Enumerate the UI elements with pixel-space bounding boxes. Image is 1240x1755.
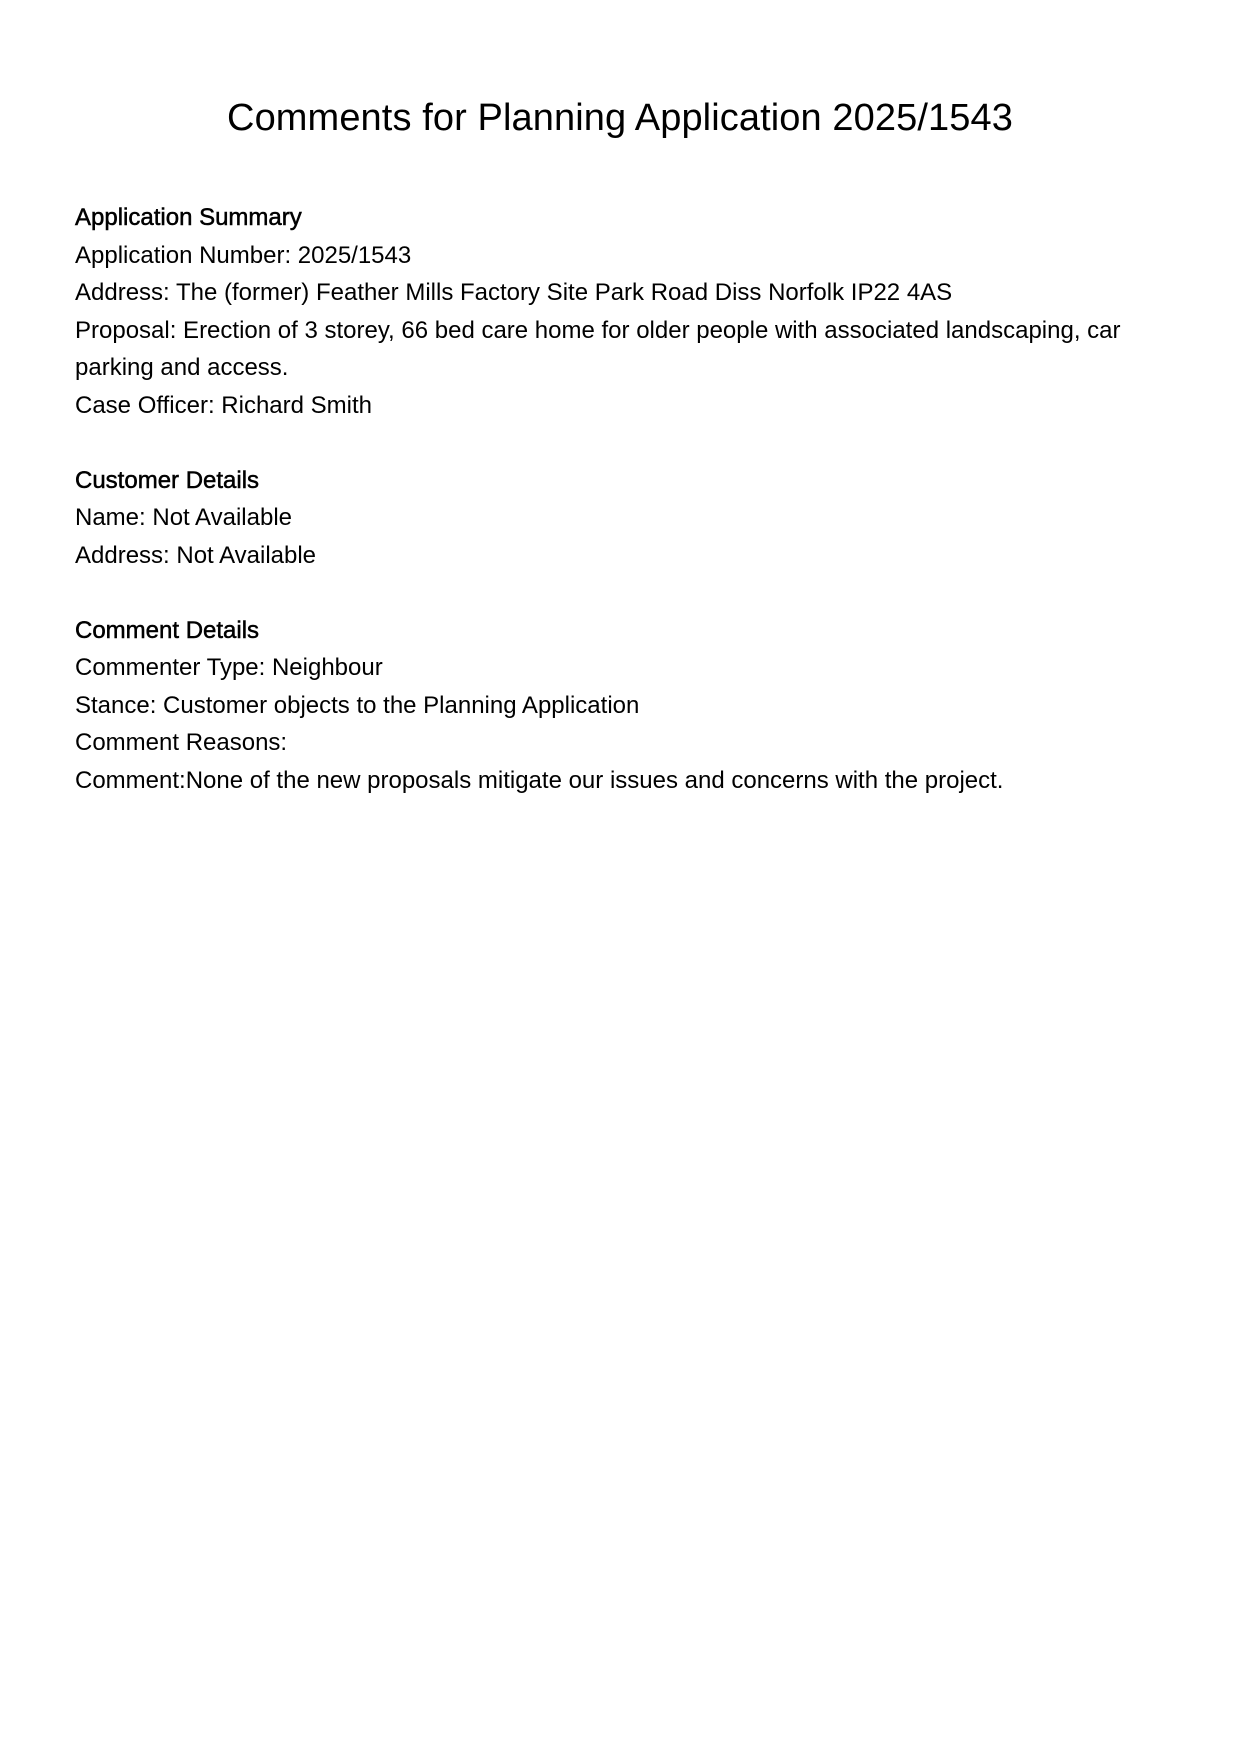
document-body bbox=[75, 199, 1165, 837]
comment-reasons: Comment Reasons: bbox=[75, 729, 288, 756]
commenter-type: Commenter Type: Neighbour bbox=[75, 654, 383, 681]
customer-details-heading: Customer Details bbox=[75, 466, 260, 494]
comment-stance: Stance: Customer objects to the Planning Application bbox=[75, 691, 640, 719]
comment-details-heading: Comment Details bbox=[75, 616, 260, 644]
case-officer: Case Officer: Richard Smith bbox=[75, 391, 372, 419]
customer-address: Address: Not Available bbox=[75, 541, 317, 569]
customer-details-section bbox=[75, 462, 1165, 575]
application-proposal: Proposal: Erection of 3 storey, 66 bed care home for older people with associated landscaping, car parking and access. bbox=[75, 316, 1121, 381]
application-number: Application Number: 2025/1543 bbox=[75, 241, 412, 269]
application-address: Address: The (former) Feather Mills Factory Site Park Road Diss Norfolk IP22 4AS bbox=[75, 279, 953, 306]
application-summary-heading: Application Summary bbox=[75, 204, 302, 231]
page-title: Comments for Planning Application 2025/1543 bbox=[227, 97, 1013, 139]
comment-details-section bbox=[75, 612, 1165, 800]
comment-text: Comment:None of the new proposals mitigate our issues and concerns with the project. bbox=[75, 766, 1004, 794]
customer-name: Name: Not Available bbox=[75, 504, 293, 531]
application-summary-section bbox=[75, 199, 1165, 424]
